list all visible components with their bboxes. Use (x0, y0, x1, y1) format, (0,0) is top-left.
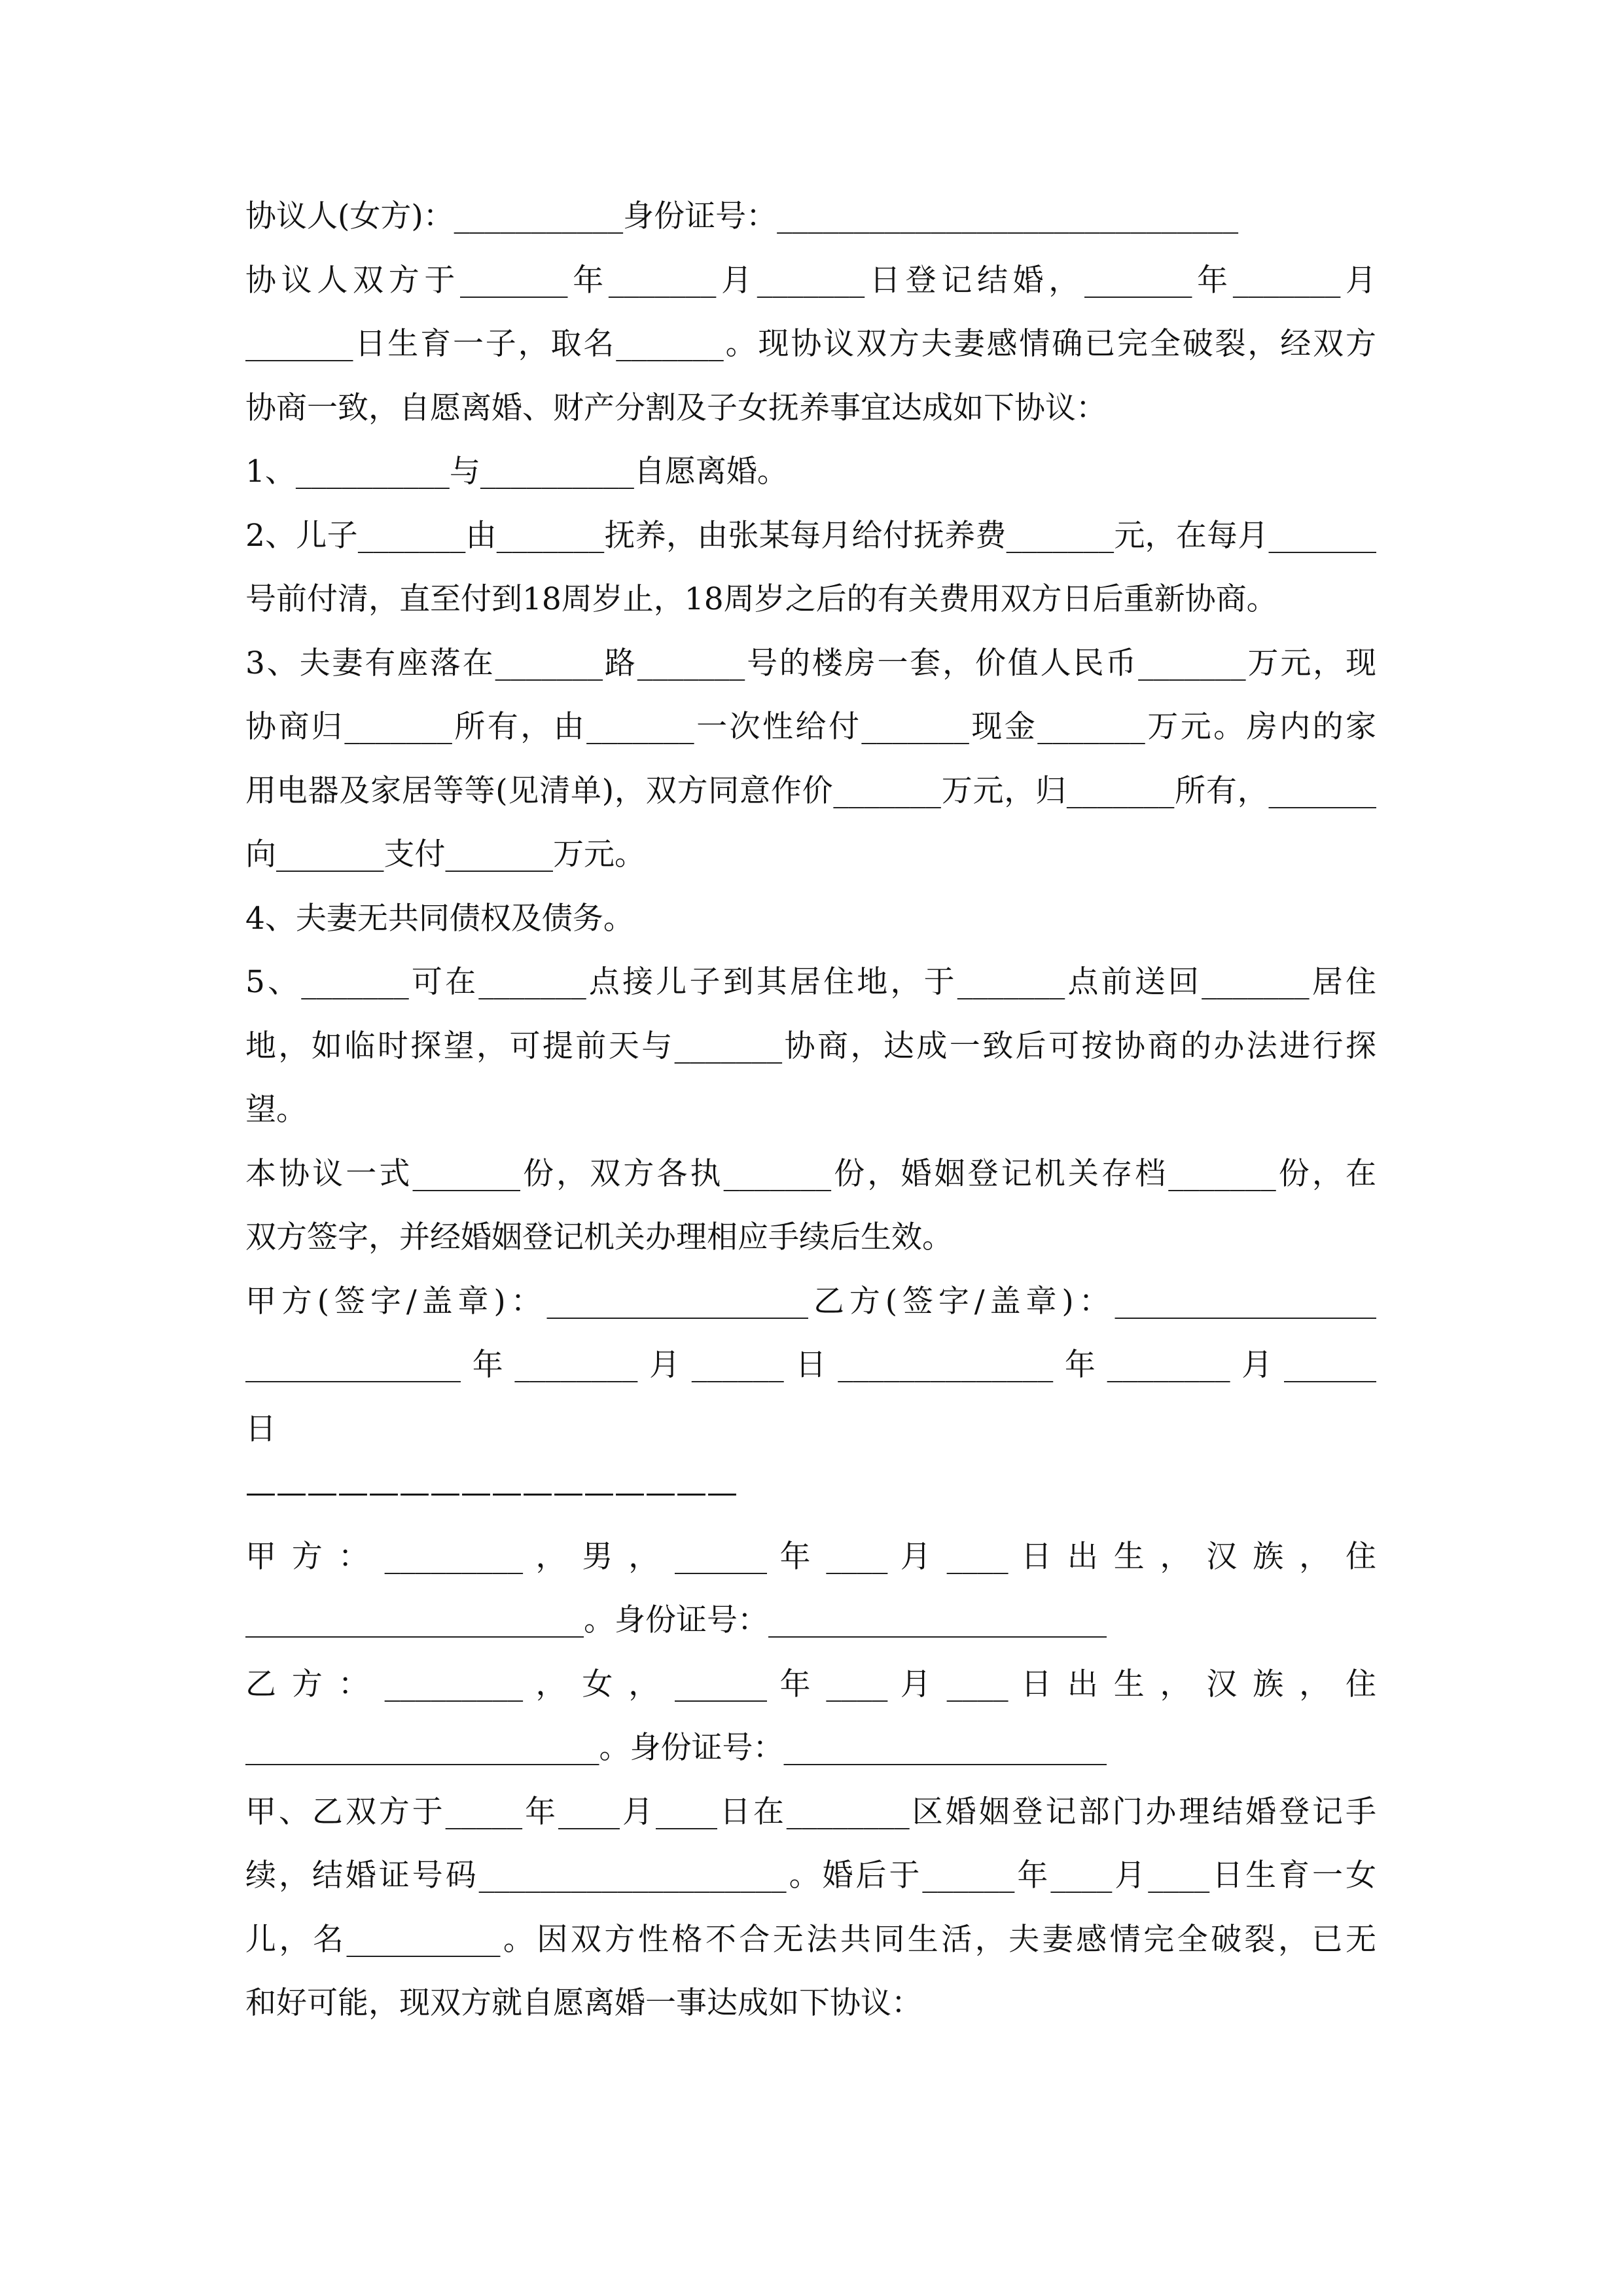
text-line: 望。 (245, 1092, 307, 1128)
text-line: 本协议一式_______份，双方各执_______份，婚姻登记机关存档_______份，在 (245, 1155, 1376, 1192)
text-line: 甲、乙双方于_____年____月____日在________区婚姻登记部门办理结婚登记手 (245, 1793, 1376, 1830)
text-line: 1、__________与__________自愿离婚。 (245, 454, 788, 490)
text-line: 协商归_______所有，由_______一次性给付_______现金_______万元。房内的家 (245, 709, 1376, 745)
text-line: 协商一致，自愿离婚、财产分割及子女抚养事宜达成如下协议： (245, 389, 1107, 426)
text-line: 向_______支付_______万元。 (245, 836, 645, 872)
text-line: _______________________。身份证号：_____________________ (245, 1730, 1107, 1766)
text-line: 4、夫妻无共同债权及债务。 (245, 900, 634, 937)
text-line: 和好可能，现双方就自愿离婚一事达成如下协议： (245, 1985, 922, 2021)
text-line: 5、_______可在_______点接儿子到其居住地，于_______点前送回_______居住 (245, 964, 1376, 1000)
text-line: 乙 方 ： _________ ， 女 ， ______ 年 ____ 月 ____ 日 出 生 ， 汉 族 ， 住 (245, 1666, 1376, 1702)
text-line: 协议人(女方)：___________身份证号：______________________________ (245, 198, 1239, 234)
text-line: _______日生育一子，取名_______。现协议双方夫妻感情确已完全破裂，经双方 (245, 326, 1376, 362)
agreement-document (245, 185, 1376, 2036)
text-line: 双方签字，并经婚姻登记机关办理相应手续后生效。 (245, 1219, 953, 1255)
text-line: 用电器及家居等等(见清单)，双方同意作价_______万元，归_______所有，_______ (245, 772, 1376, 809)
text-line: 3、夫妻有座落在_______路_______号的楼房一套，价值人民币_______万元，现 (245, 645, 1376, 681)
text-line: 续，结婚证号码____________________。婚后于______年____月____日生育一女 (245, 1857, 1376, 1893)
text-line: 2、儿子_______由_______抚养，由张某每月给付抚养费_______元，在每月_______ (245, 517, 1376, 554)
text-line: 协议人双方于_______年_______月_______日登记结婚，_______年_______月 (245, 262, 1376, 298)
text-line: 儿，名__________。因双方性格不合无法共同生活，夫妻感情完全破裂，已无 (245, 1921, 1376, 1958)
text-line: 地，如临时探望，可提前天与_______协商，达成一致后可按协商的办法进行探 (245, 1028, 1376, 1064)
text-line: 号前付清，直至付到18周岁止，18周岁之后的有关费用双方日后重新协商。 (245, 581, 1277, 617)
separator-rule: ———————————————— (245, 1475, 738, 1511)
text-line: 日 (245, 1410, 276, 1447)
text-line: ______________年________月______日______________年________月______ (245, 1347, 1376, 1383)
text-line: 甲方(签字/盖章)：_________________乙方(签字/盖章)：_________________ (245, 1283, 1376, 1319)
text-line: ______________________。身份证号：______________________ (245, 1602, 1107, 1638)
text-line: 甲 方 ： _________ ， 男 ， ______ 年 ____ 月 ____ 日 出 生 ， 汉 族 ， 住 (245, 1538, 1376, 1575)
